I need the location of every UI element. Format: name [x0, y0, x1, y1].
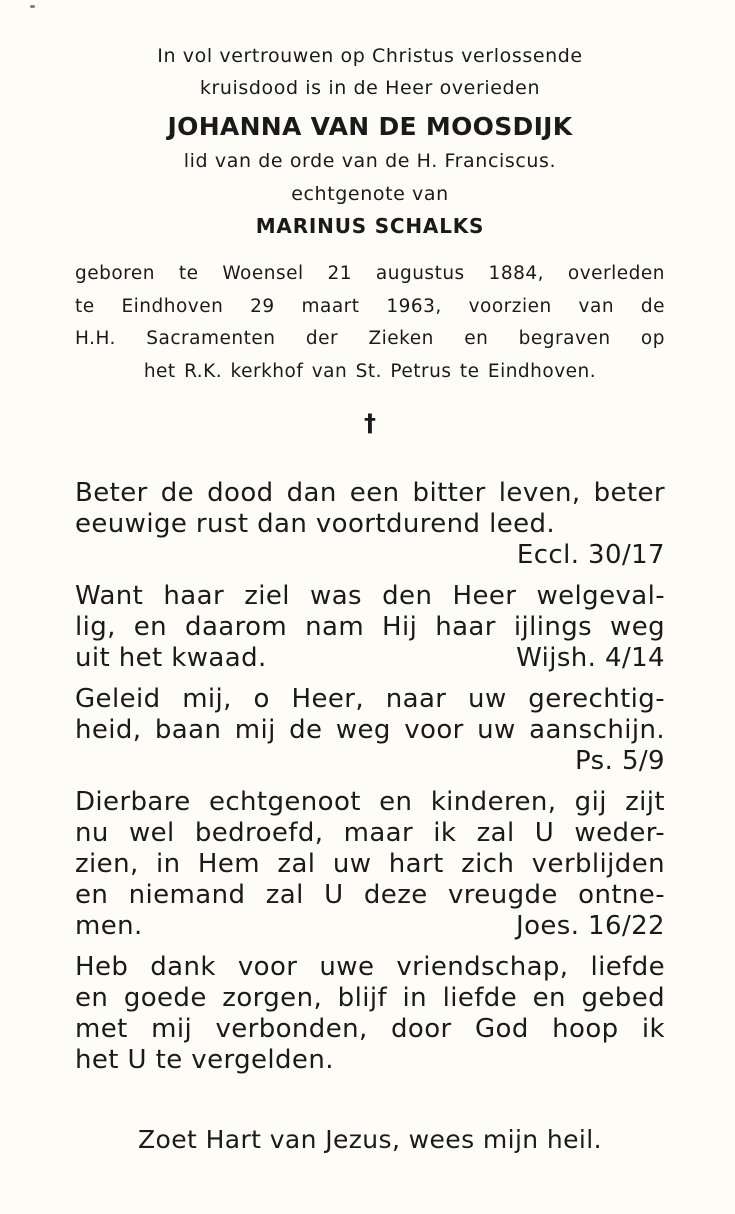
quote-last-line — [75, 643, 665, 674]
quote-line: zien, in Hem zal uw hart zich verblijden — [75, 849, 665, 879]
quote-line: lig, en daarom nam Hij haar ijlings weg — [75, 612, 665, 642]
quote-line: met mij verbonden, door God hoop ik — [75, 1014, 665, 1044]
quote-line: men. — [75, 911, 143, 941]
card-header — [75, 40, 665, 438]
quote-line: eeuwige rust dan voortdurend leed. — [75, 509, 556, 539]
quote-last-line — [75, 911, 665, 942]
spouse-label: echtgenote van — [291, 183, 449, 205]
quote-block — [75, 684, 665, 777]
scripture-quotes — [75, 478, 665, 1086]
intro-line: In vol vertrouwen op Christus verlossende — [157, 45, 583, 67]
quote-line: Geleid mij, o Heer, naar uw gerechtig- — [75, 684, 665, 714]
quote-line: Dierbare echtgenoot en kinderen, gij zijt — [75, 787, 665, 817]
quote-block — [75, 478, 665, 571]
quote-reference: Ps. 5/9 — [575, 746, 665, 776]
details-line: te Eindhoven 29 maart 1963, voorzien van de — [75, 295, 665, 317]
cross-icon: † — [364, 409, 376, 437]
deceased-name: JOHANNA VAN DE MOOSDIJK — [167, 112, 573, 141]
intro-line: kruisdood is in de Heer overieden — [199, 77, 541, 99]
quote-line: Want haar ziel was den Heer welgeval- — [75, 581, 665, 611]
quote-line: het U te vergelden. — [75, 1045, 334, 1075]
quote-line: en goede zorgen, blijf in liefde en gebed — [75, 983, 665, 1013]
quote-line: nu wel bedroefd, maar ik zal U weder- — [75, 818, 665, 848]
life-details — [75, 258, 665, 388]
quote-reference: Eccl. 30/17 — [516, 540, 665, 570]
quote-line: Heb dank voor uwe vriendschap, liefde — [75, 952, 665, 982]
quote-reference: Wijsh. 4/14 — [516, 643, 665, 673]
quote-block — [75, 787, 665, 942]
quote-line: heid, baan mij de weg voor uw aanschijn. — [75, 715, 665, 745]
closing-prayer: Zoet Hart van Jezus, wees mijn heil. — [138, 1125, 602, 1154]
details-line: H.H. Sacramenten der Zieken en begraven op — [75, 328, 665, 349]
quote-block — [75, 952, 665, 1076]
details-line: geboren te Woensel 21 augustus 1884, overleden — [75, 263, 665, 284]
quote-line: Beter de dood dan een bitter leven, beter — [75, 478, 665, 508]
details-line: het R.K. kerkhof van St. Petrus te Eindhoven. — [143, 360, 597, 382]
quote-block — [75, 581, 665, 674]
quote-line: en niemand zal U deze vreugde ontne- — [75, 880, 665, 910]
quote-reference: Joes. 16/22 — [516, 911, 665, 941]
religious-order: lid van de orde van de H. Franciscus. — [183, 150, 557, 172]
paper-speck — [30, 5, 35, 8]
spouse-name: MARINUS SCHALKS — [255, 214, 485, 238]
quote-line: uit het kwaad. — [75, 643, 267, 673]
intro-text — [75, 40, 665, 104]
